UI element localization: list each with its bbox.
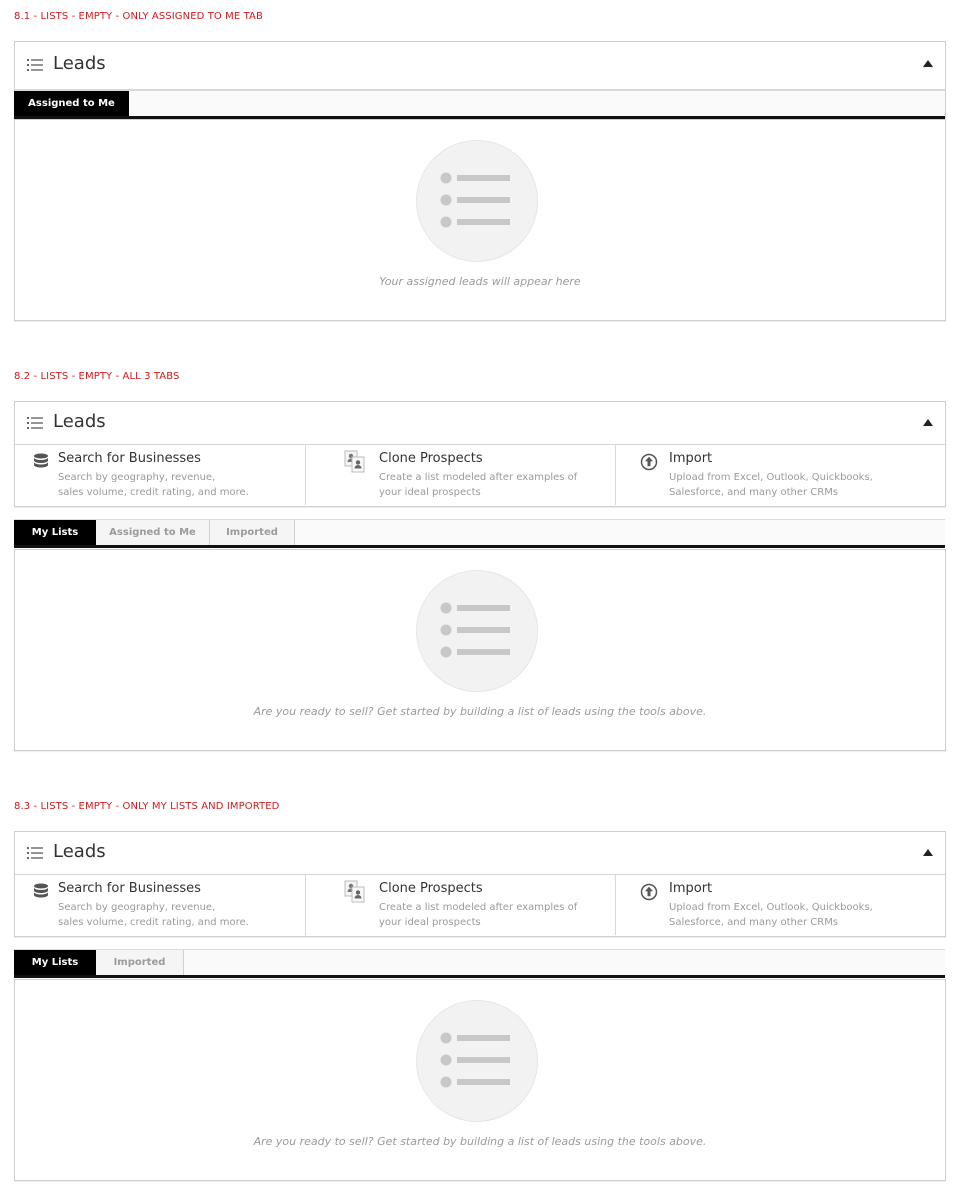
tool-title: Search for Businesses [58, 881, 201, 896]
tool-description: Create a list modeled after examples of your ideal prospects [379, 472, 578, 498]
panel-header [15, 832, 945, 875]
tool-title: Clone Prospects [379, 881, 483, 896]
tool-title: Import [669, 881, 713, 896]
leads-panel [14, 831, 946, 937]
section-caption: 8.1 - LISTS - EMPTY - ONLY ASSIGNED TO ME TAB [14, 11, 263, 22]
clone-prospects-icon [344, 880, 366, 908]
panel-title: Leads [53, 841, 106, 862]
empty-state [14, 549, 946, 751]
tab-assigned-to-me[interactable]: Assigned to Me [96, 520, 210, 545]
tab-bar [14, 90, 945, 119]
panel-title: Leads [53, 411, 106, 432]
clone-prospects-tool[interactable] [305, 875, 616, 935]
clone-prospects-tool[interactable] [305, 445, 616, 505]
import-tool[interactable] [615, 875, 946, 935]
tool-description: Search by geography, revenue, sales volume, credit rating, and more. [58, 902, 249, 928]
empty-state [14, 119, 946, 321]
tab-imported[interactable]: Imported [96, 950, 184, 975]
collapse-caret-icon[interactable] [923, 849, 933, 856]
tool-description: Upload from Excel, Outlook, Quickbooks, Salesforce, and many other CRMs [669, 472, 873, 498]
empty-list-icon [416, 570, 538, 692]
search-businesses-tool[interactable] [15, 445, 305, 505]
empty-state [14, 979, 946, 1181]
search-businesses-tool[interactable] [15, 875, 305, 935]
tool-title: Import [669, 451, 713, 466]
tab-my-lists[interactable]: My Lists [14, 950, 96, 975]
section-caption: 8.3 - LISTS - EMPTY - ONLY MY LISTS AND IMPORTED [14, 801, 280, 812]
tab-imported[interactable]: Imported [210, 520, 295, 545]
empty-list-icon [416, 140, 538, 262]
list-icon [27, 57, 43, 76]
empty-message: Your assigned leads will appear here [379, 275, 581, 288]
panel-header [15, 402, 945, 445]
empty-list-icon [416, 1000, 538, 1122]
tool-row [15, 875, 945, 935]
collapse-caret-icon[interactable] [923, 60, 933, 67]
panel-header [15, 42, 945, 90]
database-icon [33, 453, 49, 473]
panel-title: Leads [53, 53, 106, 74]
empty-message: Are you ready to sell? Get started by building a list of leads using the tools above. [253, 1135, 707, 1148]
tab-assigned-to-me[interactable]: Assigned to Me [14, 91, 129, 116]
upload-icon [640, 453, 658, 475]
tool-title: Clone Prospects [379, 451, 483, 466]
leads-panel [14, 401, 946, 507]
tab-bar [14, 519, 945, 548]
tab-my-lists[interactable]: My Lists [14, 520, 96, 545]
empty-message: Are you ready to sell? Get started by building a list of leads using the tools above. [253, 705, 707, 718]
tool-description: Search by geography, revenue, sales volume, credit rating, and more. [58, 472, 249, 498]
import-tool[interactable] [615, 445, 946, 505]
upload-icon [640, 883, 658, 905]
list-icon [27, 415, 43, 434]
tool-description: Upload from Excel, Outlook, Quickbooks, Salesforce, and many other CRMs [669, 902, 873, 928]
clone-prospects-icon [344, 450, 366, 478]
tool-row [15, 445, 945, 505]
database-icon [33, 883, 49, 903]
section-caption: 8.2 - LISTS - EMPTY - ALL 3 TABS [14, 371, 180, 382]
tool-description: Create a list modeled after examples of your ideal prospects [379, 902, 578, 928]
list-icon [27, 845, 43, 864]
collapse-caret-icon[interactable] [923, 419, 933, 426]
tool-title: Search for Businesses [58, 451, 201, 466]
tab-bar [14, 949, 945, 978]
